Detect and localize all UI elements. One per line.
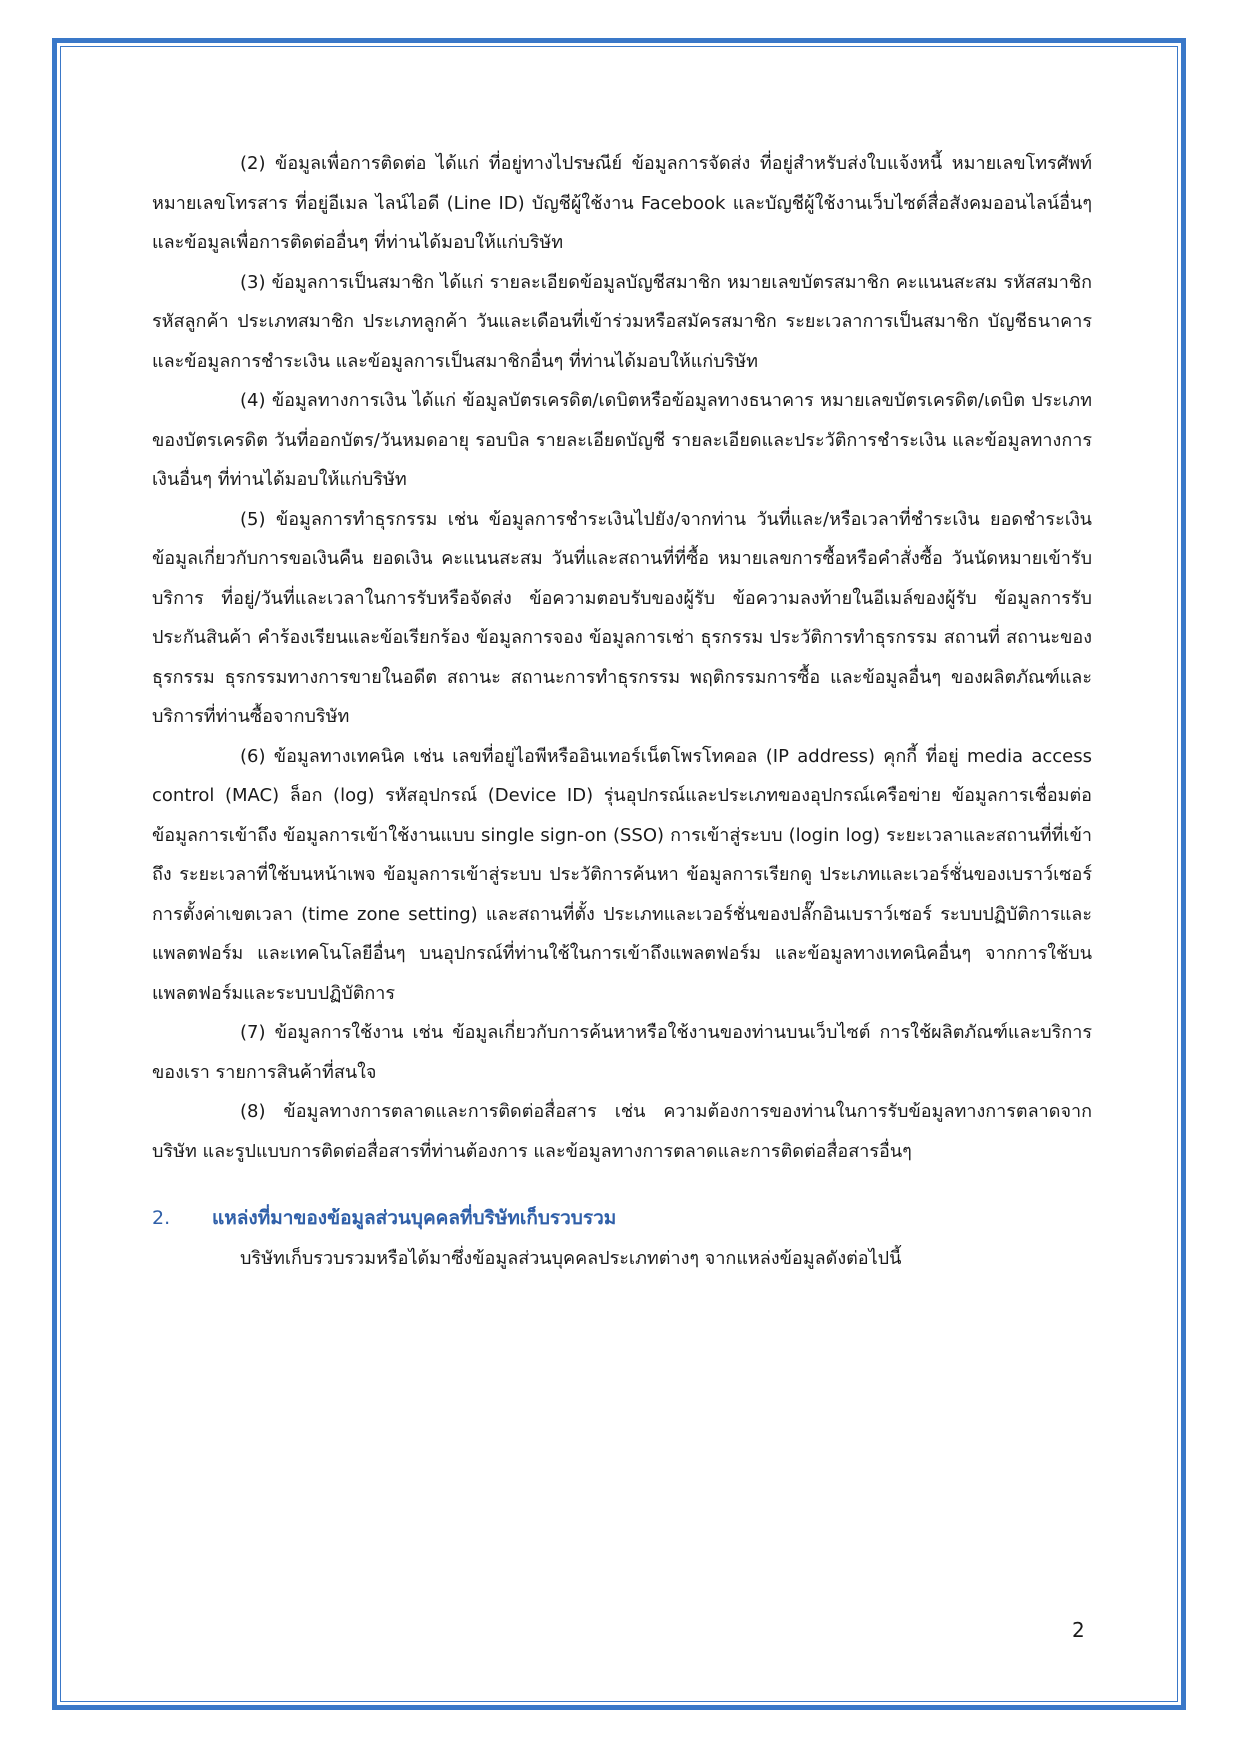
page-number: 2 <box>1072 1618 1085 1642</box>
paragraph-usage-info: (7) ข้อมูลการใช้งาน เช่น ข้อมูลเกี่ยวกับการค้นหาหรือใช้งานของท่านบนเว็บไซต์ การใช้ผลิตภัณฑ์และบริการของเรา รายการสินค้าที่สนใจ <box>152 1022 1092 1083</box>
paragraph-financial-info: (4) ข้อมูลทางการเงิน ได้แก่ ข้อมูลบัตรเครดิต/เดบิตหรือข้อมูลทางธนาคาร หมายเลขบัตรเครดิต/เดบิต ประเภทของบัตรเครดิต วันที่ออกบัตร/วันหมดอายุ รอบบิล รายละเอียดบัญชี รายละเอียดและประวัติการชำระเงิน และข้อมูลทางการเงินอื่นๆ ที่ท่านได้มอบให้แก่บริษัท <box>152 390 1092 490</box>
paragraph-transaction-info: (5) ข้อมูลการทำธุรกรรม เช่น ข้อมูลการชำระเงินไปยัง/จากท่าน วันที่และ/หรือเวลาที่ชำระเงิน ยอดชำระเงิน ข้อมูลเกี่ยวกับการขอเงินคืน ยอดเงิน คะแนนสะสม วันที่และสถานที่ที่ซื้อ หมายเลขการซื้อหรือคำสั่งซื้อ วันนัดหมายเข้ารับบริการ ที่อยู่/วันที่และเวลาในการรับหรือจัดส่ง ข้อความตอบรับของผู้รับ ข้อความลงท้ายในอีเมล์ของผู้รับ ข้อมูลการรับประกันสินค้า คำร้องเรียนและข้อเรียกร้อง ข้อมูลการจอง ข้อมูลการเช่า ธุรกรรม ประวัติการทำธุรกรรม สถานที่ สถานะของธุรกรรม ธุรกรรมทางการขายในอดีต สถานะ สถานะการทำธุรกรรม พฤติกรรมการซื้อ และข้อมูลอื่นๆ ของผลิตภัณฑ์และบริการที่ท่านซื้อจากบริษัท <box>152 508 1092 727</box>
paragraph-contact-info: (2) ข้อมูลเพื่อการติดต่อ ได้แก่ ที่อยู่ทางไปรษณีย์ ข้อมูลการจัดส่ง ที่อยู่สำหรับส่งใบแจ้งหนี้ หมายเลขโทรศัพท์ หมายเลขโทรสาร ที่อยู่อีเมล ไลน์ไอดี (Line ID) บัญชีผู้ใช้งาน Facebook และบัญชีผู้ใช้งานเว็บไซต์สื่อสังคมออนไลน์อื่นๆ และข้อมูลเพื่อการติดต่ออื่นๆ ที่ท่านได้มอบให้แก่บริษัท <box>152 153 1092 253</box>
paragraph-membership-info: (3) ข้อมูลการเป็นสมาชิก ได้แก่ รายละเอียดข้อมูลบัญชีสมาชิก หมายเลขบัตรสมาชิก คะแนนสะสม รหัสสมาชิก รหัสลูกค้า ประเภทสมาชิก ประเภทลูกค้า วันและเดือนที่เข้าร่วมหรือสมัครสมาชิก ระยะเวลาการเป็นสมาชิก บัญชีธนาคาร และข้อมูลการชำระเงิน และข้อมูลการเป็นสมาชิกอื่นๆ ที่ท่านได้มอบให้แก่บริษัท <box>152 271 1092 372</box>
document-body <box>152 144 1092 1278</box>
section-body: บริษัทเก็บรวบรวมหรือได้มาซึ่งข้อมูลส่วนบุคคลประเภทต่างๆ จากแหล่งข้อมูลดังต่อไปนี้ <box>240 1247 902 1269</box>
section-heading <box>152 1199 1092 1239</box>
paragraph-marketing-info: (8) ข้อมูลทางการตลาดและการติดต่อสื่อสาร เช่น ความต้องการของท่านในการรับข้อมูลทางการตลาดจากบริษัท และรูปแบบการติดต่อสื่อสารที่ท่านต้องการ และข้อมูลทางการตลาดและการติดต่อสื่อสารอื่นๆ <box>152 1101 1092 1162</box>
paragraph-technical-info: (6) ข้อมูลทางเทคนิค เช่น เลขที่อยู่ไอพีหรืออินเทอร์เน็ตโพรโทคอล (IP address) คุกกี้ ที่อยู่ media access control (MAC) ล็อก (log) รหัสอุปกรณ์ (Device ID) รุ่นอุปกรณ์และประเภทของอุปกรณ์เครือข่าย ข้อมูลการเชื่อมต่อ ข้อมูลการเข้าถึง ข้อมูลการเข้าใช้งานแบบ single sign-on (SSO) การเข้าสู่ระบบ (login log) ระยะเวลาและสถานที่ที่เข้าถึง ระยะเวลาที่ใช้บนหน้าเพจ ข้อมูลการเข้าสู่ระบบ ประวัติการค้นหา ข้อมูลการเรียกดู ประเภทและเวอร์ชั่นของเบราว์เซอร์ การตั้งค่าเขตเวลา (time zone setting) และสถานที่ตั้ง ประเภทและเวอร์ชั่นของปลั๊กอินเบราว์เซอร์ ระบบปฏิบัติการและแพลตฟอร์ม และเทคโนโลยีอื่นๆ บนอุปกรณ์ที่ท่านใช้ในการเข้าถึงแพลตฟอร์ม และข้อมูลทางเทคนิคอื่นๆ จากการใช้บนแพลตฟอร์มและระบบปฏิบัติการ <box>152 745 1092 1004</box>
section-title: แหล่งที่มาของข้อมูลส่วนบุคคลที่บริษัทเก็บรวบรวม <box>212 1207 617 1229</box>
section-number: 2. <box>152 1207 171 1229</box>
